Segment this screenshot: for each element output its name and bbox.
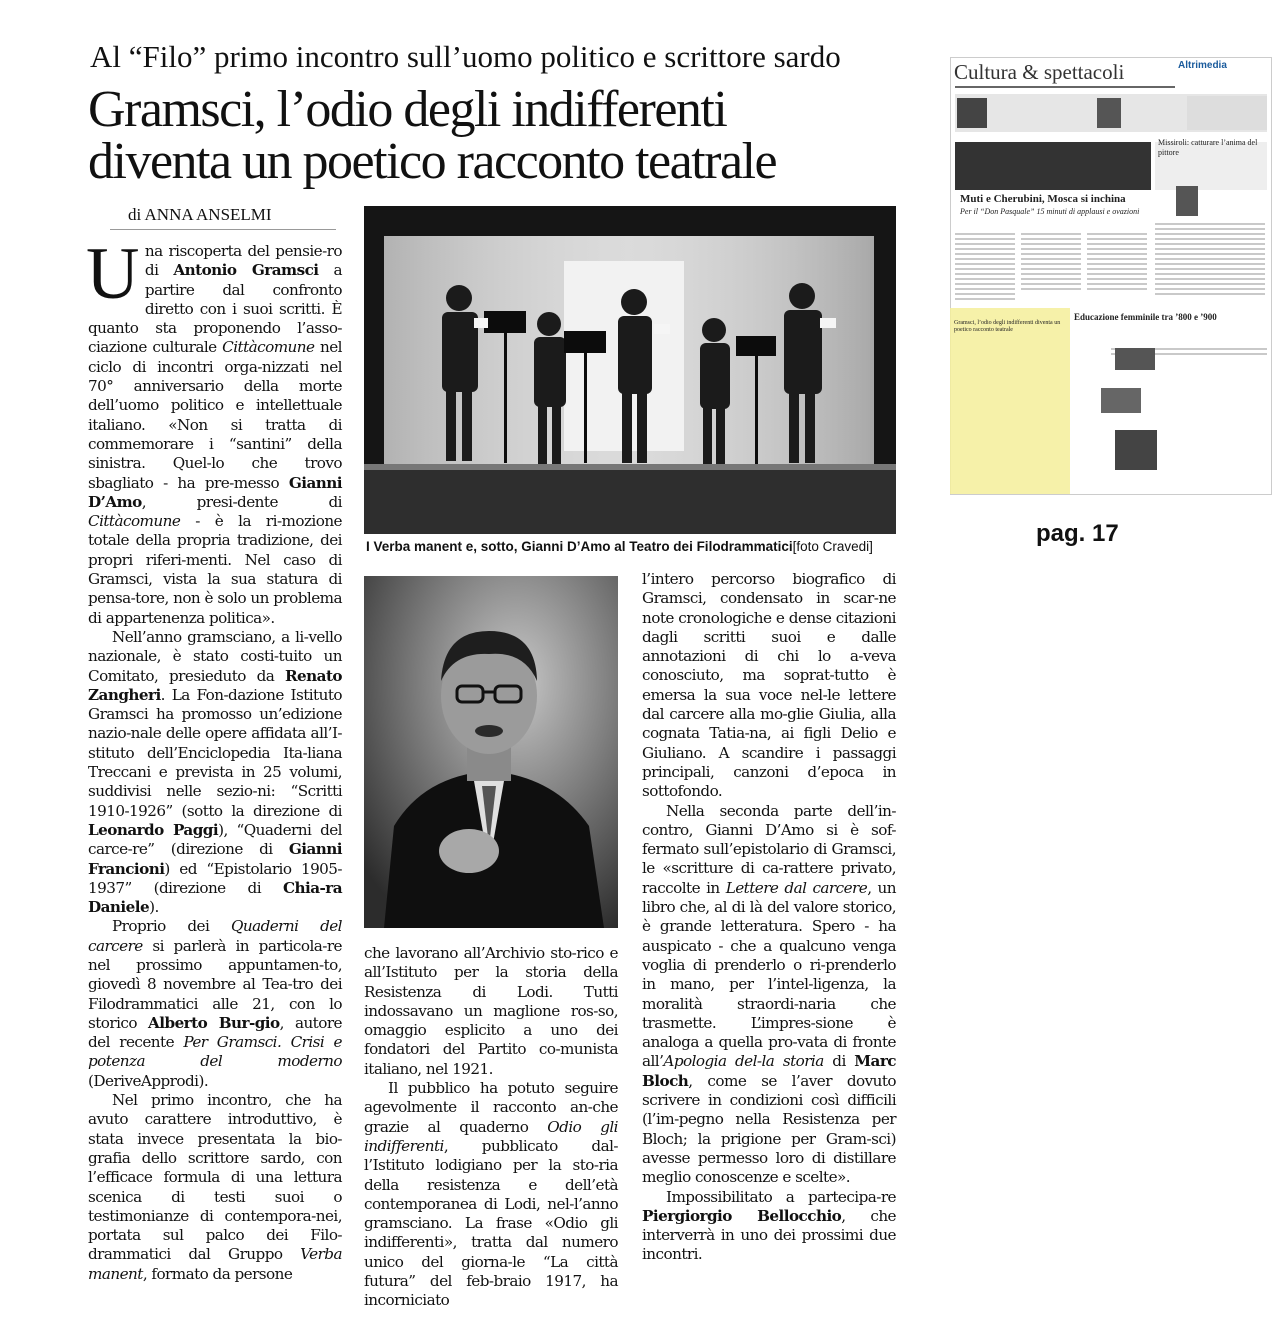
thumbnail-headline: Educazione femminile tra ’800 e ’900 xyxy=(1074,312,1217,322)
paragraph: l’intero percorso biografico di Gramsci, condensato in scar-ne note cronologiche e dense citazioni dagli scritti suoi e dalle annotazioni di chi lo a-veva conosciuto, ma soprat-tutto è emersa la sua voce nel-le lettere dal carcere alla mo-glie Giulia, alla cognata Tatia-na, ai figli Delio e Giuliano. A scandire i passaggi principali, canzoni d’epoca in sottofondo. xyxy=(642,570,896,801)
page-reference: pag. 17 xyxy=(1036,520,1119,547)
person-name: Antonio Gramsci xyxy=(173,261,319,280)
thumbnail-headline: Gramsci, l’odio degli indifferenti diventa un poetico racconto teatrale xyxy=(954,320,1061,333)
paragraph: Impossibilitato a partecipa-re Piergiorgio Bellocchio, che interverrà in uno dei prossimi due incontri. xyxy=(642,1187,896,1264)
person-name: Gianni Francioni xyxy=(88,840,342,878)
paragraph: Nel primo incontro, che ha avuto carattere introduttivo, è stata invece presentata la bio-grafia dello scrittore sardo, con l’efficace formula di una lettura scenica di testi suoi o testimonianze di contempora-nei, portata sul palco dei Filo-drammatici dal Gruppo Verba manent, formato da persone xyxy=(88,1091,342,1283)
person-name: Marc Bloch xyxy=(642,1052,896,1090)
person-name: Leonardo Paggi xyxy=(88,820,219,839)
thumbnail-subhead: Per il “Don Pasquale” 15 minuti di applausi e ovazioni xyxy=(960,207,1140,216)
paragraph: Il pubblico ha potuto seguire agevolmente il racconto an-che grazie al quaderno Odio gli indifferenti, pubblicato dal-l’Istituto lodigiano per la sto-ria della resistenza e dell’età contemporanea di Lodi, nel-l’anno gramsciano. La frase «Odio gli indifferenti», tratta dal numero unico del giorna-le “La città futura” del feb-braio 1917, ha incorniciato xyxy=(364,1079,618,1310)
paragraph: Una riscoperta del pensie-ro di Antonio Gramsci a partire dal confronto diretto con i suoi scritti. È quanto sta proponendo l’asso-ciazione culturale Cittàcomune nel ciclo di incontri orga-nizzati nel 70° anniversario della morte dell’uomo politico e intellettuale italiano. «Non si tratta di commemorare i “santini” della sinistra. Quel-lo che trovo sbagliato - ha pre-messo Gianni D’Amo, presi-dente di Cittàcomune - è la ri-mozione totale della propria tradizione, dei propri riferi-menti. Nel caso di Gramsci, vista la sua statura di pensa-tore, non è solo un problema di appartenenza politica». xyxy=(86,233,342,627)
article-column-3 xyxy=(642,570,896,1265)
altrimedia-logo: Altrimedia xyxy=(1178,60,1227,71)
article-column-1 xyxy=(86,233,342,1284)
photo-caption xyxy=(366,539,906,554)
byline: di ANNA ANSELMI xyxy=(128,205,272,224)
article-highlight xyxy=(950,308,1070,494)
thumbnail-headline: Muti e Cherubini, Mosca si inchina xyxy=(960,193,1126,205)
person-name: Renato Zangheri xyxy=(88,666,342,704)
thumbnail-section-title: Cultura & spettacoli xyxy=(954,60,1125,84)
person-name: Alberto Bur-gio xyxy=(148,1013,280,1032)
paragraph: Proprio dei Quaderni del carcere si parlerà in particola-re nel prossimo appuntamen-to, giovedì 8 novembre al Tea-tro dei Filodrammatici alle 21, con lo storico Alberto Bur-gio, autore del recente Per Gramsci. Crisi e potenza del moderno (DeriveApprodi). xyxy=(88,917,342,1090)
headline-line-1: Gramsci, l’odio degli indifferenti xyxy=(88,81,727,138)
byline-rule xyxy=(110,229,336,230)
article-column-2 xyxy=(364,944,618,1311)
paragraph: che lavorano all’Archivio sto-rico e all’Istituto per la storia della Resistenza di Lodi. Tutti indossavano un maglione ros-so, omaggio esplicito a uno dei fondatori del Partito co-munista italiano, nel 1921. xyxy=(364,944,618,1078)
kicker: Al “Filo” primo incontro sull’uomo politico e scrittore sardo xyxy=(90,39,841,74)
stage-photo xyxy=(364,206,896,534)
headline xyxy=(88,81,908,190)
thumbnail-headline: Missiroli: catturare l’anima del pittore xyxy=(1158,138,1258,157)
person-name: Chia-ra Daniele xyxy=(88,878,342,917)
drop-cap: U xyxy=(86,233,139,315)
caption-credit: [foto Cravedi] xyxy=(792,539,873,554)
paragraph: Nell’anno gramsciano, a li-vello nazionale, è stato costi-tuito un Comitato, presieduto da Renato Zangheri. La Fon-dazione Istituto Gramsci ha promosso un’edizione nazio-nale delle opere affidata all’I-stituto dell’Enciclopedia Ita-liana Treccani e prevista in 25 volumi, suddivisi nelle sezio-ni: “Scritti 1910-1926” (sotto la direzione di Leonardo Paggi), “Quaderni del carce-re” (direzione di Gianni Francioni) ed “Epistolario 1905-1937” (direzione di Chia-ra Daniele). xyxy=(88,627,342,917)
person-name: Piergiorgio Bellocchio xyxy=(642,1206,842,1225)
speaker-photo xyxy=(364,576,618,928)
paragraph: Nella seconda parte dell’in-contro, Gianni D’Amo si è sof-fermato sull’epistolario di Gramsci, le «scritture di ca-rattere privato, raccolte in Lettere dal carcere, un libro che, al di là del valore storico, è grande letteratura. Spero - ha auspicato - che a qualcuno venga voglia di prenderlo o ri-prenderlo in mano, per l’intel-ligenza, la moralità straordi-naria che trasmette. L’impres-sione è analoga a quella pro-vata di fronte all’Apologia del-la storia di Marc Bloch, come se l’aver dovuto scrivere in condizioni così difficili (l’im-pegno nella Resistenza per Bloch; la prigione per Gram-sci) avesse permesso loro di distillare meglio conoscenze e scelte». xyxy=(642,801,896,1187)
headline-line-2: diventa un poetico racconto teatrale xyxy=(88,133,777,190)
caption-text: I Verba manent e, sotto, Gianni D’Amo al Teatro dei Filodrammatici xyxy=(366,539,793,554)
person-name: Gianni D’Amo xyxy=(88,473,342,511)
